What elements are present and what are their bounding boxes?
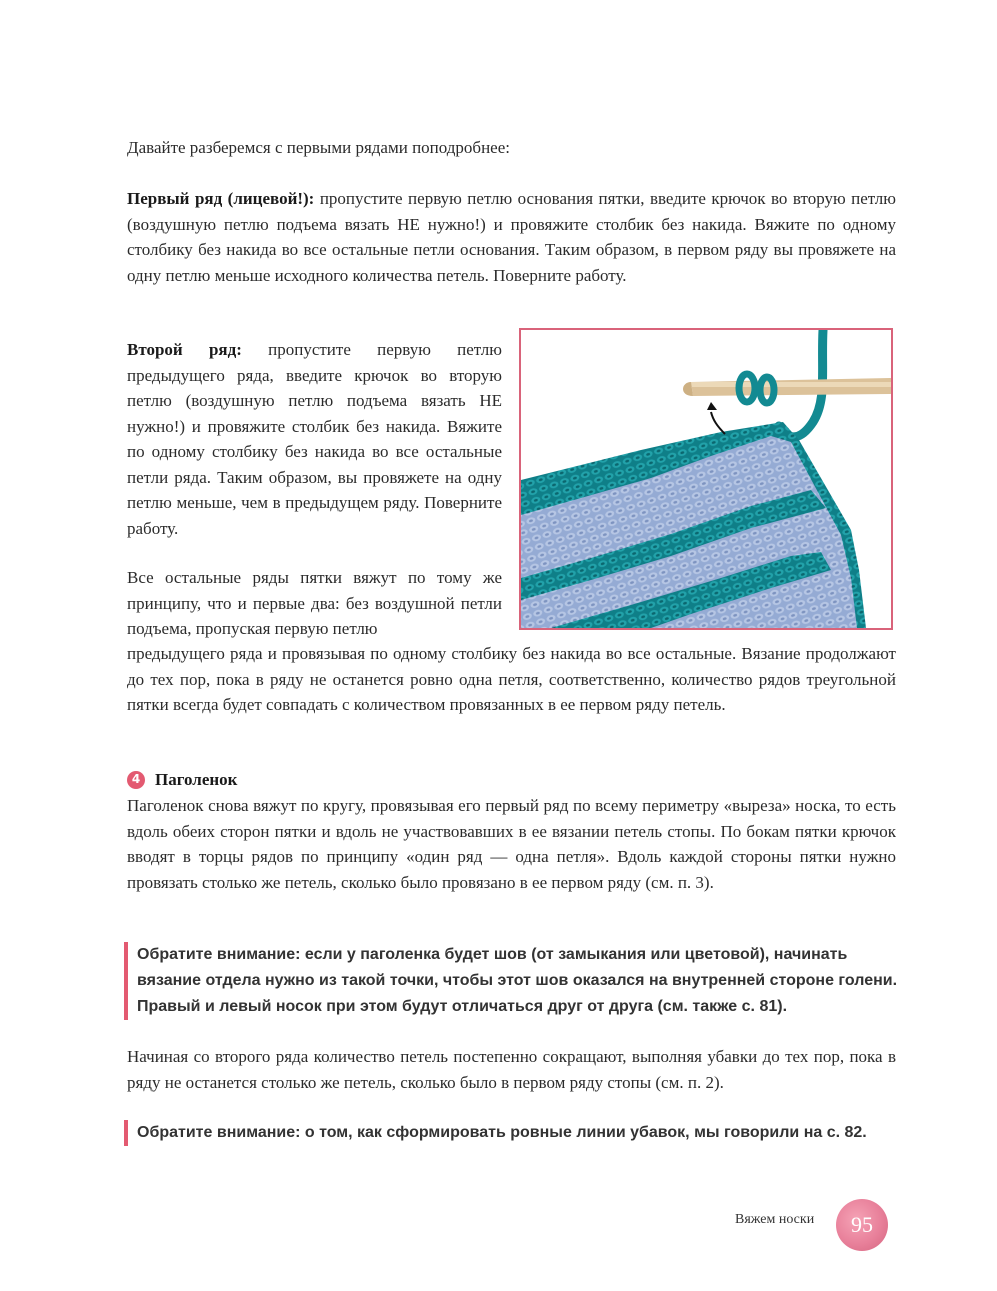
- attention-note-1-text: если у паголенка будет шов (от замыкания или цветовой), начинать вязание отдела нужно из такой точки, чтобы этот шов оказался на внутренней стороне голени. Правый и левый носок при этом будут отличаться друг от друга (см. также с. 81).: [137, 946, 898, 1015]
- first-row-label: Первый ряд (лицевой!):: [127, 189, 315, 208]
- second-row-label: Второй ряд:: [127, 340, 242, 359]
- other-rows-paragraph-start: Все остальные ряды пятки вяжут по тому же принципу, что и первые два: без воздушной петли подъема, пропуская первую петлю: [127, 568, 502, 638]
- first-row-paragraph: [127, 186, 896, 288]
- leg-paragraph: Паголенок снова вяжут по кругу, провязывая его первый ряд по всему периметру «выреза» носка, то есть вдоль обеих сторон пятки и вдоль не участвовавших в ее вязании петель стопы. По бокам пятки крючок вводят в торцы рядов по принципу «один ряд — одна петля». Вдоль каждой стороны пятки нужно провязать столько же петель, сколько было провязано в ее первом ряду (см. п. 3).: [127, 796, 896, 892]
- crochet-heel-illustration: [521, 330, 891, 628]
- attention-note-2: [124, 1120, 907, 1146]
- intro-paragraph: Давайте разберемся с первыми рядами поподробнее:: [127, 138, 510, 157]
- other-rows-paragraph-end: предыдущего ряда и провязывая по одному столбику без накида во все остальные. Вязание продолжают до тех пор, пока в ряду не останется ровно одна петля, соответственно, количество рядов треугольной пятки всегда будет совпадать с количеством провязанных в ее первом ряду петель.: [127, 644, 896, 714]
- attention-note-2-label: Обратите внимание:: [137, 1124, 301, 1141]
- page-number-badge: 95: [836, 1199, 888, 1251]
- second-row-paragraph: [127, 337, 502, 541]
- footer-book-title: Вяжем носки: [735, 1212, 815, 1227]
- section-heading: [127, 767, 237, 792]
- attention-note-1: [124, 942, 907, 1020]
- decrease-paragraph: Начиная со второго ряда количество петель постепенно сокращают, выполняя убавки до тех пор, пока в ряду не останется столько же петель, сколько было в первом ряду стопы (см. п. 2).: [127, 1047, 896, 1092]
- attention-note-2-text: о том, как сформировать ровные линии убавок, мы говорили на с. 82.: [300, 1124, 867, 1141]
- section-title: Паголенок: [155, 770, 238, 789]
- section-number-badge: 4: [127, 771, 145, 789]
- crochet-photo: [519, 328, 893, 630]
- first-row-text: пропустите первую петлю основания пятки, введите крючок во вторую петлю (воздушную петлю подъема вязать НЕ нужно!) и провяжите столбик без накида. Вяжите по одному столбику без накида во все остальные петли основания. Таким образом, в первом ряду вы провяжете на одну петлю меньше исходного количества петель. Поверните работу.: [127, 189, 896, 285]
- second-row-text: пропустите первую петлю предыдущего ряда, введите крючок во вторую петлю (воздушную петлю подъема вязать НЕ нужно!) и провяжите столбик без накида. Вяжите по одному столбику без накида во все остальные петли ряда. Таким образом, вы провяжете на одну петлю меньше, чем в предыдущем ряду. Поверните работу.: [127, 340, 502, 538]
- attention-note-1-label: Обратите внимание:: [137, 946, 301, 963]
